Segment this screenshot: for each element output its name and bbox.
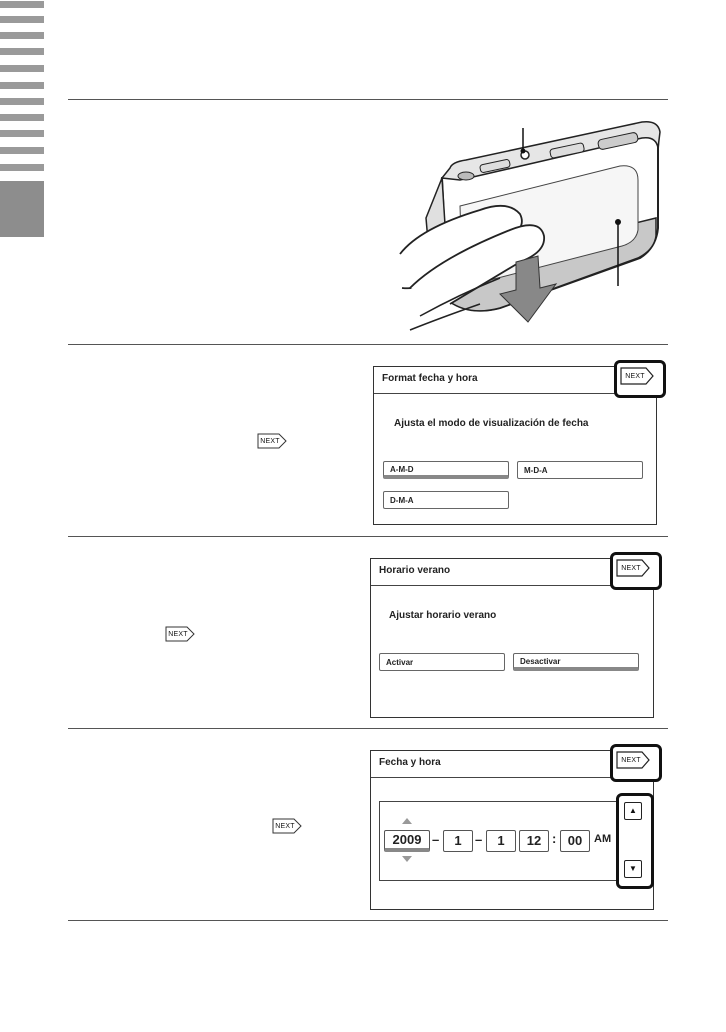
tab-stripe (0, 48, 44, 55)
camera-illustration (380, 118, 670, 334)
inline-next-icon (272, 818, 302, 834)
tab-stripe (0, 114, 44, 121)
next-button[interactable] (616, 751, 650, 769)
inline-next-label: NEXT (275, 822, 295, 830)
inline-next-label: NEXT (168, 630, 188, 638)
tab-stripe (0, 16, 44, 23)
tab-stripe (0, 32, 44, 39)
screen-prompt: Ajustar horario verano (389, 610, 497, 621)
screen-prompt: Ajusta el modo de visualización de fecha (394, 418, 589, 429)
date-separator: – (475, 832, 483, 847)
next-label: NEXT (625, 372, 645, 380)
tab-active-block (0, 181, 44, 237)
option-mdy-button[interactable]: M-D-A (517, 461, 643, 479)
option-dmy-button[interactable]: D-M-A (383, 491, 509, 509)
inline-next-icon (257, 433, 287, 449)
next-label: NEXT (621, 756, 641, 764)
option-ymd-button[interactable]: A-M-D (383, 461, 509, 479)
divider (68, 344, 668, 345)
divider (68, 728, 668, 729)
next-button[interactable] (620, 367, 654, 385)
tab-stripe (0, 164, 44, 171)
year-down-indicator-icon (402, 856, 412, 862)
tab-stripe (0, 130, 44, 137)
screen-title: Fecha y hora (379, 757, 441, 768)
inline-next-label: NEXT (260, 437, 280, 445)
inline-next-icon (165, 626, 195, 642)
year-up-indicator-icon (402, 818, 412, 824)
tab-stripe (0, 65, 44, 72)
screen-title: Format fecha y hora (382, 373, 478, 384)
up-arrow-button[interactable]: ▲ (624, 802, 642, 820)
month-field[interactable]: 1 (443, 830, 473, 852)
time-separator: : (552, 831, 557, 846)
divider (68, 99, 668, 100)
next-label: NEXT (621, 564, 641, 572)
day-field[interactable]: 1 (486, 830, 516, 852)
tab-stripe (0, 147, 44, 154)
divider (68, 536, 668, 537)
tab-stripe (0, 82, 44, 89)
hour-field[interactable]: 12 (519, 830, 549, 852)
date-separator: – (432, 832, 440, 847)
screen-title: Horario verano (379, 565, 451, 576)
option-deactivate-button[interactable]: Desactivar (513, 653, 639, 671)
minute-field[interactable]: 00 (560, 830, 590, 852)
down-arrow-button[interactable]: ▼ (624, 860, 642, 878)
option-activate-button[interactable]: Activar (379, 653, 505, 671)
next-button[interactable] (616, 559, 650, 577)
ampm-label: AM (594, 833, 612, 845)
tab-stripe (0, 1, 44, 8)
tab-stripe (0, 98, 44, 105)
year-field[interactable]: 2009 (384, 830, 430, 852)
divider (68, 920, 668, 921)
